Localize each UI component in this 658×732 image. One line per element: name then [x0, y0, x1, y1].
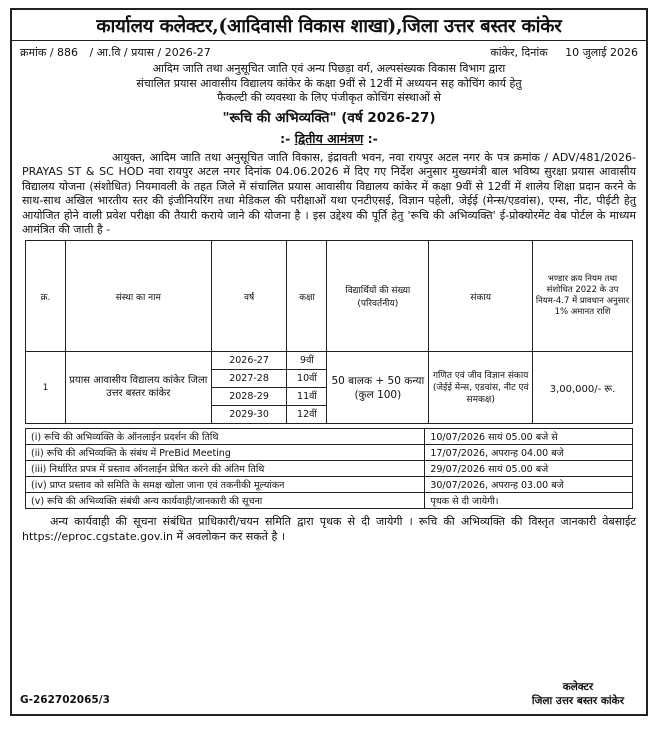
row-deposit: 3,00,000/- रू. [533, 352, 633, 424]
schedule-row [26, 477, 633, 493]
schedule-value: 30/07/2026, अपरान्ह 03.00 बजे [425, 477, 633, 493]
schedule-label: (iv) प्राप्त प्रस्ताव को समिति के समक्ष खोला जाना एवं तकनीकी मूल्यांकन [26, 477, 425, 493]
place-date-label: कांकेर, दिनांक [490, 46, 548, 59]
schedule-label: (ii) रूचि की अभिव्यक्ति के संबंध में PreBid Meeting [26, 445, 425, 461]
schedule-table [25, 428, 633, 509]
body-paragraph: आयुक्त, आदिम जाति तथा अनुसूचित जाति विकास, इंद्रावती भवन, नवा रायपुर अटल नगर के पत्र क्रमांक / ADV/481/2026-PRAYAS ST & SC HOD नवा रायपुर अटल नगर दिनांक 04.06.2026 में दिए गए निर्देश अनुसार मुख्यमंत्री बाल भविष्य सुरक्षा प्रयास आवासीय विद्यालय योजना (संशोधित) नियमावली के तहत जिले में संचालित प्रयास आवासीय विद्यालय कांकेर में कक्षा 9वीं से 12वीं में शालेय शिक्षा प्रदान करने के साथ-साथ अखिल भारतीय स्तर की इंजीनियरिंग तथा मेडिकल की परीक्षाओं यथा एनटीएसई, विज्ञान पहेली, जेईई (मेन्स/एडवांस), एम्स, नीट, पीईटी हेतु आयोजित होने वाली प्रवेश परीक्षा की तैयारी कराये जाने की योजना है । इस उद्देश्य की पूर्ति हेतु 'रूचि की अभिव्यक्ति' ई-प्रोक्योरमेंट वेब पोर्टल के माध्यम आमंत्रित की जाती है - [22, 150, 636, 237]
signature-block [532, 680, 624, 708]
signature-office: जिला उत्तर बस्तर कांकेर [531, 695, 624, 707]
row-classes [287, 352, 327, 424]
class-item: 9वीं [300, 355, 314, 367]
year-item: 2029-30 [212, 405, 287, 423]
header-institution: संस्था का नाम [65, 241, 211, 352]
row-students: 50 बालक + 50 कन्या (कुल 100) [327, 352, 429, 424]
header-faculty: संकाय [429, 241, 533, 352]
office-title: कार्यालय कलेक्टर,(आदिवासी विकास शाखा),जिला उत्तर बस्तर कांकेर [12, 10, 646, 41]
notice-date: 10 जुलाई 2026 [565, 46, 638, 59]
amantran-prefix: :- [280, 130, 291, 146]
amantran-suffix: :- [367, 130, 378, 146]
intro-text [22, 62, 636, 106]
notice-bottom [20, 676, 638, 710]
year-item: 2028-29 [212, 387, 287, 405]
footer-note: अन्य कार्यवाही की सूचना संबंधित प्राधिकारी/चयन समिति द्वारा पृथक से दी जायेगी । रूचि की अभिव्यक्ति की विस्तृत जानकारी वेबसाईट https://eproc.cgstate.gov.in में अवलोकन कर सकते है । [22, 515, 636, 543]
reference-line [12, 41, 646, 60]
notice-page [10, 8, 648, 716]
place-date [490, 45, 638, 60]
signature-title: कलेक्टर [562, 681, 594, 693]
g-number: G-262702065/3 [20, 694, 110, 706]
row-kr: 1 [26, 352, 66, 424]
schedule-value: 17/07/2026, अपरान्ह 04.00 बजे [425, 445, 633, 461]
intro-line: फैकल्टी की व्यवस्था के लिए पंजीकृत कोचिंग संस्थाओं से [217, 91, 441, 104]
abhivyakti-heading: "रूचि की अभिव्यक्ति" (वर्ष 2026-27) [222, 109, 436, 126]
schedule-value: पृथक से दी जायेगी। [425, 493, 633, 509]
amantran-text: द्वितीय आमंत्रण [294, 130, 364, 146]
schedule-row [26, 429, 633, 445]
row-institution: प्रयास आवासीय विद्यालय कांकेर जिला उत्तर बस्तर कांकेर [65, 352, 211, 424]
class-item: 11वीं [287, 387, 326, 405]
header-deposit: भण्डार क्रय नियम तथा संशोधित 2022 के उप नियम-4.7 में प्रावधान अनुसार 1% अमानत राशि [533, 241, 633, 352]
schedule-label: (v) रूचि की अभिव्यक्ति संबंधी अन्य कार्यवाही/जानकारी की सूचना [26, 493, 425, 509]
header-year: वर्ष [211, 241, 287, 352]
invitation-heading [12, 130, 646, 147]
class-item: 10वीं [287, 369, 326, 387]
header-students: विद्यार्थियों की संख्या (परिवर्तनीय) [327, 241, 429, 352]
schedule-value: 29/07/2026 सायं 05.00 बजे [425, 461, 633, 477]
schedule-label: (iii) निर्धारित प्रपत्र में प्रस्ताव ऑनलाईन प्रेषित करने की अंतिम तिथि [26, 461, 425, 477]
intro-line: संचालित प्रयास आवासीय विद्यालय कांकेर के कक्षा 9वीं से 12वीं में अध्ययन सह कोचिंग कार्य हेतु [136, 76, 522, 90]
reference-number [20, 45, 211, 60]
intro-line: आदिम जाति तथा अनुसूचित जाति एवं अन्य पिछड़ा वर्ग, अल्पसंख्यक विकास विभाग द्वारा [152, 62, 506, 75]
schedule-row [26, 461, 633, 477]
schedule-row [26, 493, 633, 509]
header-class: कक्षा [287, 241, 327, 352]
row-faculty: गणित एवं जीव विज्ञान संकाय (जेईई मेन्स, एडवांस, नीट एवं समकक्ष) [429, 352, 533, 424]
schedule-value: 10/07/2026 सायं 05.00 बजे से [425, 429, 633, 445]
details-table [25, 240, 633, 424]
row-years [211, 352, 287, 424]
schedule-label: (i) रूचि की अभिव्यक्ति के ऑनलाईन प्रदर्शन की तिथि [26, 429, 425, 445]
table-header-row [26, 241, 633, 352]
header-kr: क्र. [26, 241, 66, 352]
year-item: 2027-28 [212, 369, 287, 387]
schedule-row [26, 445, 633, 461]
kramank-label: क्रमांक / 886 [20, 46, 79, 59]
table-row [26, 352, 633, 424]
office-reference: / आ.वि / प्रयास / 2026-27 [89, 46, 211, 59]
year-item: 2026-27 [229, 355, 269, 367]
class-item: 12वीं [287, 405, 326, 423]
